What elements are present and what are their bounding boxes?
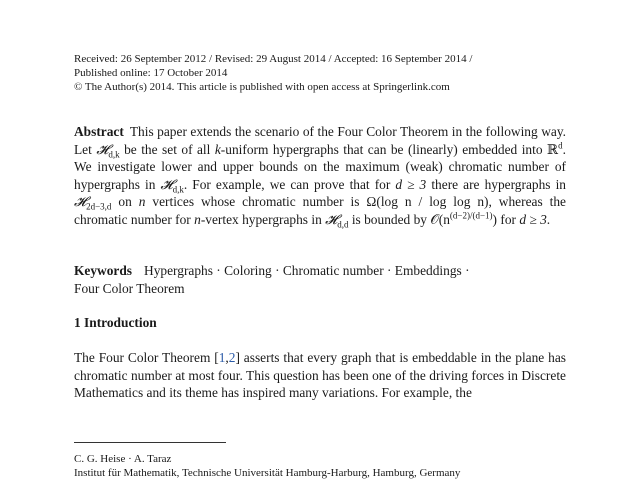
authors: C. G. Heise · A. Taraz xyxy=(74,453,172,465)
abstract-text: there are hypergraphs in xyxy=(426,176,566,192)
copyright-line: © The Author(s) 2014. This article is published with open access at Springerlink.com xyxy=(74,81,450,93)
keywords-heading: Keywords xyxy=(74,263,133,278)
omega-expression: Ω(log n / log log n) xyxy=(366,194,489,210)
hypergraph-set-symbol: 𝓗 xyxy=(74,194,87,210)
received-line: Received: 26 September 2012 / Revised: 29 August 2014 / Accepted: 16 September 2014 / xyxy=(74,53,473,65)
condition-expression: d ≥ 3 xyxy=(395,176,427,192)
real-space-symbol: ℝ xyxy=(547,141,559,157)
hypergraph-set-symbol: 𝓗 xyxy=(160,176,173,192)
affiliation: Institut für Mathematik, Technische Universität Hamburg-Harburg, Hamburg, Germany xyxy=(74,467,461,479)
set-subscript: 2d−3,d xyxy=(86,202,112,213)
condition-expression: d ≥ 3 xyxy=(519,211,547,227)
published-line: Published online: 17 October 2014 xyxy=(74,67,228,79)
n-variable: n xyxy=(138,194,146,210)
set-subscript: d,k xyxy=(108,149,120,160)
k-variable: k xyxy=(214,141,221,157)
n-variable: n xyxy=(194,211,201,227)
abstract-text: -uniform hypergraphs that can be (linearly) embedded into xyxy=(220,141,547,157)
hypergraph-set-symbol: 𝓗 xyxy=(325,211,338,227)
abstract-text: is bounded by xyxy=(348,211,431,227)
bound-expression: 𝒪(n xyxy=(430,211,450,227)
bound-exponent: (d−2)/(d−1) xyxy=(449,210,493,221)
hypergraph-set-symbol: 𝓗 xyxy=(96,141,109,157)
intro-text: , xyxy=(225,350,229,365)
abstract-text: . We investigate lower and upper bounds on the maximum (weak) chromatic number of hypergraphs in xyxy=(74,141,566,192)
abstract-text: -vertex hypergraphs in xyxy=(200,211,326,227)
section-title: 1 Introduction xyxy=(74,315,157,330)
abstract xyxy=(74,123,566,229)
intro-text: The Four Color Theorem [ xyxy=(74,350,219,365)
abstract-text: . xyxy=(546,211,551,227)
abstract-text: for xyxy=(497,211,520,227)
set-subscript: d,d xyxy=(337,219,349,230)
introduction-paragraph xyxy=(74,349,566,402)
citation-link[interactable]: 1 xyxy=(218,350,226,365)
abstract-text: be the set of all xyxy=(119,141,215,157)
keywords xyxy=(74,262,566,297)
keywords-list-line-2: Four Color Theorem xyxy=(74,280,185,296)
abstract-text: . For example, we can prove that for xyxy=(183,176,396,192)
abstract-heading: Abstract xyxy=(74,124,124,139)
set-subscript: d,k xyxy=(172,184,184,195)
abstract-text: on xyxy=(111,194,139,210)
abstract-text: vertices whose chromatic number is xyxy=(145,194,367,210)
abstract-text: This paper extends the scenario of the Four Color Theorem in the following way. Let xyxy=(74,124,566,157)
bound-close: ) xyxy=(492,211,498,227)
space-superscript: d xyxy=(558,140,563,151)
publication-history xyxy=(74,52,472,94)
author-footnote xyxy=(74,452,460,480)
footnote-divider xyxy=(74,442,226,443)
intro-text: ] asserts that every graph that is embeddable in the plane has chromatic number at most four. This question has been one of the driving forces in Discrete Mathematics and its theme has inspired many variations. For example, the xyxy=(74,350,566,401)
citation-link[interactable]: 2 xyxy=(228,350,236,365)
keywords-list-line-1: Hypergraphs · Coloring · Chromatic number · Embeddings · xyxy=(144,263,470,278)
abstract-text: , whereas the chromatic number for xyxy=(74,194,566,227)
